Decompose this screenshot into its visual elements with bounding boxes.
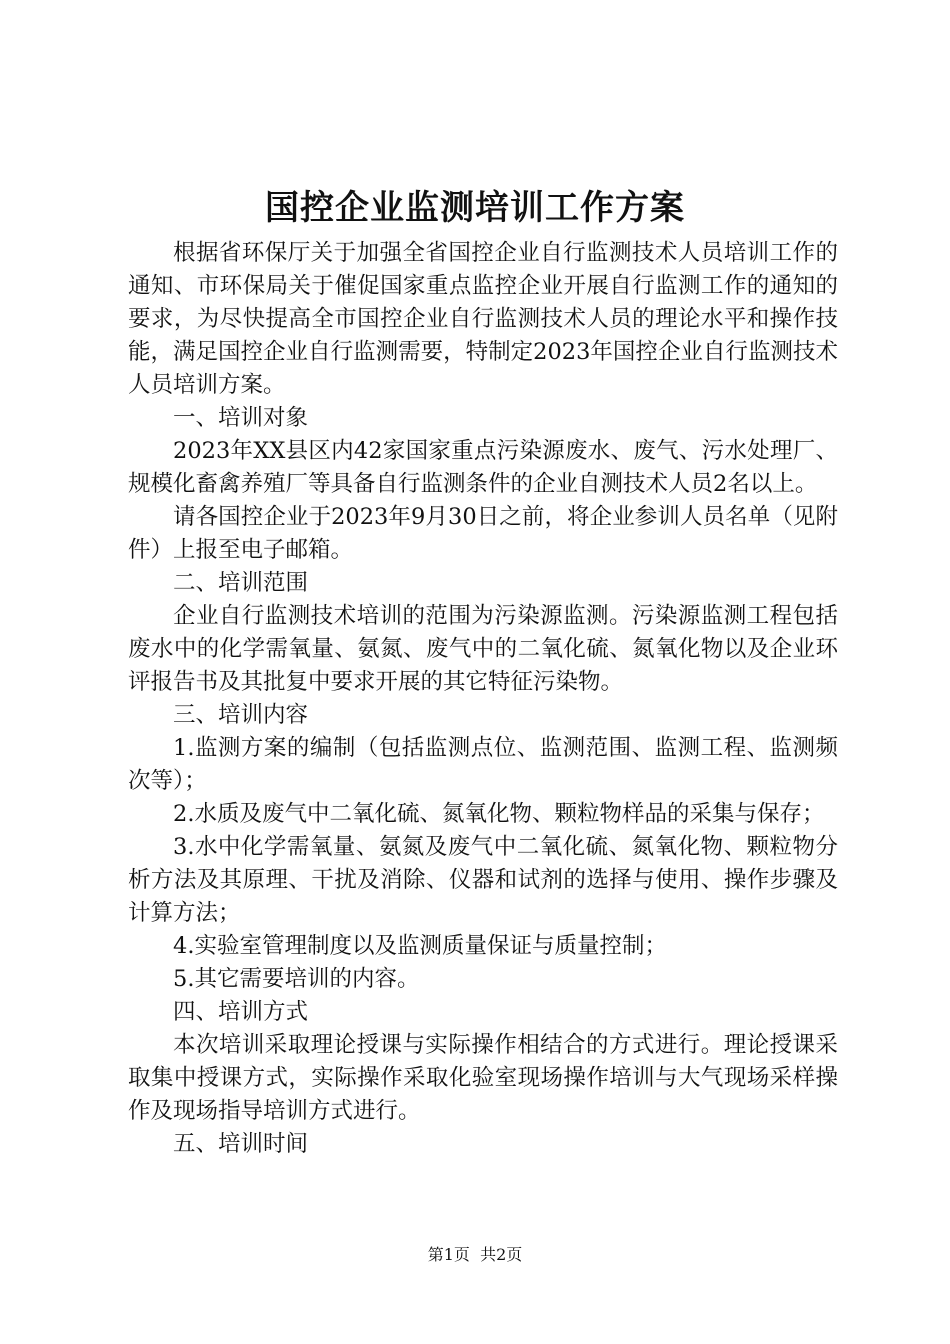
content-item-4: 4.实验室管理制度以及监测质量保证与质量控制； <box>173 933 667 959</box>
content-item-2: 2.水质及废气中二氧化硫、氮氧化物、颗粒物样品的采集与保存； <box>173 801 825 827</box>
document-body <box>128 237 838 1161</box>
content-item-1: 1.监测方案的编制（包括监测点位、监测范围、监测工程、监测频次等）； <box>128 735 838 794</box>
content-item-3: 3.水中化学需氧量、氨氮及废气中二氧化硫、氮氧化物、颗粒物分析方法及其原理、干扰及消除、仪器和试剂的选择与使用、操作步骤及计算方法； <box>128 834 838 926</box>
section-heading-5: 五、培训时间 <box>173 1131 309 1157</box>
page-number: 第1页 共2页 <box>427 1245 523 1264</box>
section-heading-3: 三、培训内容 <box>173 702 309 728</box>
document-title: 国控企业监测培训工作方案 <box>265 188 685 228</box>
page-footer <box>0 1244 950 1266</box>
paragraph-registration: 请各国控企业于2023年9月30日之前，将企业参训人员名单（见附件）上报至电子邮箱。 <box>128 504 838 563</box>
content-item-5: 5.其它需要培训的内容。 <box>173 966 420 992</box>
paragraph-scope: 企业自行监测技术培训的范围为污染源监测。污染源监测工程包括废水中的化学需氧量、氨氮、废气中的二氧化硫、氮氧化物以及企业环评报告书及其批复中要求开展的其它特征污染物。 <box>128 603 838 695</box>
section-heading-1: 一、培训对象 <box>173 405 309 431</box>
paragraph-target: 2023年XX县区内42家国家重点污染源废水、废气、污水处理厂、规模化畜禽养殖厂等具备自行监测条件的企业自测技术人员2名以上。 <box>128 438 838 497</box>
section-heading-4: 四、培训方式 <box>173 999 309 1025</box>
paragraph-method: 本次培训采取理论授课与实际操作相结合的方式进行。理论授课采取集中授课方式，实际操作采取化验室现场操作培训与大气现场采样操作及现场指导培训方式进行。 <box>128 1032 838 1124</box>
paragraph-intro: 根据省环保厅关于加强全省国控企业自行监测技术人员培训工作的通知、市环保局关于催促国家重点监控企业开展自行监测工作的通知的要求，为尽快提高全市国控企业自行监测技术人员的理论水平和操作技能，满足国控企业自行监测需要，特制定2023年国控企业自行监测技术人员培训方案。 <box>128 240 838 398</box>
section-heading-2: 二、培训范围 <box>173 570 309 596</box>
